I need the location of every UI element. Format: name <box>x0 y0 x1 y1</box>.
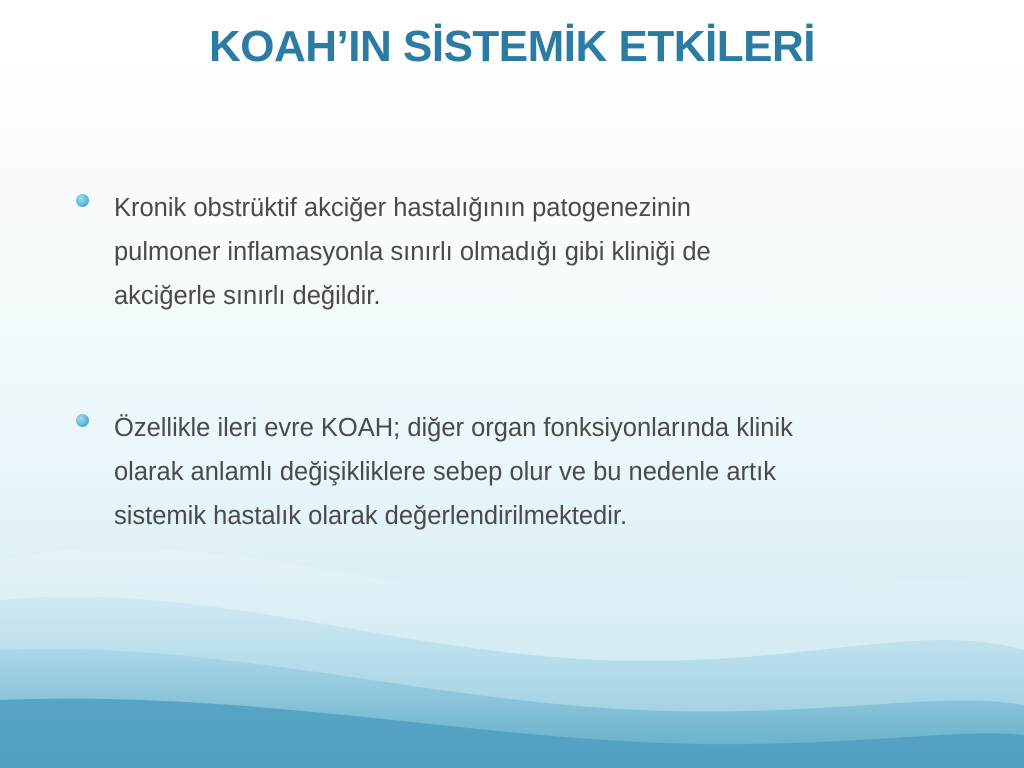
bullet-dot-icon <box>76 414 89 427</box>
bullet-line: Kronik obstrüktif akciğer hastalığının patogenezinin <box>114 194 691 222</box>
bullet-line: akciğerle sınırlı değildir. <box>114 282 381 310</box>
bullet-line: pulmoner inflamasyonla sınırlı olmadığı gibi kliniği de <box>114 238 711 266</box>
bullet-item <box>70 406 950 538</box>
bullet-line: sistemik hastalık olarak değerlendirilmektedir. <box>114 502 628 530</box>
slide-title: KOAH’IN SİSTEMİK ETKİLERİ <box>209 22 815 71</box>
bullet-line: Özellikle ileri evre KOAH; diğer organ fonksiyonlarında klinik <box>114 414 793 442</box>
bullet-line: olarak anlamlı değişikliklere sebep olur ve bu nedenle artık <box>114 458 776 486</box>
bullet-item <box>70 186 950 318</box>
bullet-dot-icon <box>76 194 89 207</box>
bullet-list <box>70 186 950 538</box>
